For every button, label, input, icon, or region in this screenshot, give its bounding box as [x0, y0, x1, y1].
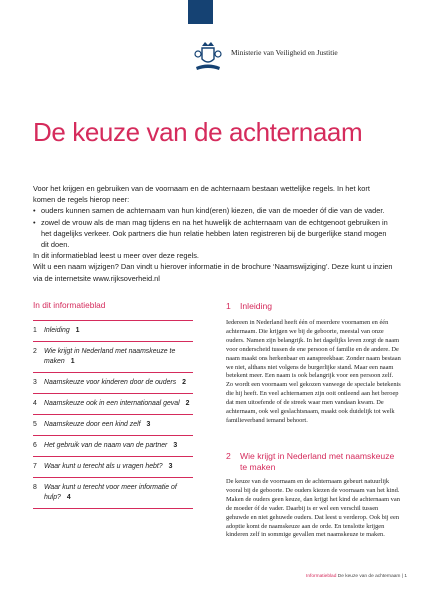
toc-item-page: 3 [173, 442, 178, 449]
section-body: Iedereen in Nederland heeft één of meerdere voornamen en één achternaam. Die krijgen we bij de geboorte, meestal van onze ouders. Namen zijn belangrijk. In het dagelijks leven zorgt de naam voor onderscheid tussen de ene persoon of familie en de andere. De naam maakt ons herkenbaar en aanspreekbaar. Zonder naam bestaan we niet, althans niet volgens de burgerlijke stand. Maar een naam betekent meer. Een naam is ook belangrijk voor een persoon zelf. Zo wordt een voornaam wel gekozen vanwege de speciale betekenis die hij heeft. En veel achternamen zijn ooit ontleend aan het beroep dat men uitoefende of de streek waar men vandaan kwam. De achternaam, ook wel geslachtsnaam, maakt ook duidelijk tot welk familieverband iemand behoort. [226, 319, 401, 424]
toc-item[interactable] [33, 415, 193, 436]
section-title: Inleiding [240, 301, 273, 311]
toc-item-page: 3 [146, 421, 151, 428]
toc-item-label: Waar kunt u terecht als u vragen hebt? 3 [44, 463, 173, 470]
intro-bullet: • ouders kunnen samen de achternaam van hun kind(eren) kiezen, die van de moeder óf die van de vader. [33, 205, 393, 216]
toc-item[interactable] [33, 373, 193, 394]
intro-paragraph: Voor het krijgen en gebruiken van de voornaam en de achternaam bestaan wettelijke regels. In het kort komen de regels hierop neer: [33, 184, 370, 205]
toc-item-page: 2 [185, 400, 190, 407]
toc-item-page: 4 [66, 494, 71, 501]
toc-item[interactable] [33, 321, 193, 342]
intro-paragraph: In dit informatieblad leest u meer over deze regels. [33, 251, 199, 261]
section-body: De keuze van de voornaam en de achternaam gebeurt natuurlijk vooral bij de geboorte. De ouders kiezen de voornaam van het kind. Maken de ouders geen keuze, dan krijgt het kind de achternaam van de moeder óf de vader. Daarbij is er wel een verschil tussen gehuwde en niet gehuwde ouders. Dat leest u verderop. Ook bij een adoptie komt de naamskeuze aan de orde. En tenslotte krijgen kinderen zelf in sommige gevallen met naamskeuze te maken. [226, 478, 400, 539]
toc-item[interactable] [33, 436, 193, 457]
toc-item-label: Het gebruik van de naam van de partner 3 [44, 442, 178, 449]
section-inleiding [226, 301, 401, 426]
toc-item-label: Inleiding 1 [44, 327, 80, 334]
toc-item-number: 6 [33, 442, 37, 449]
intro-text [33, 183, 393, 284]
section-heading [226, 301, 401, 312]
toc-item-number: 2 [33, 348, 37, 355]
toc-item-page: 1 [70, 358, 75, 365]
toc-item-page: 3 [168, 463, 173, 470]
ministry-name: Ministerie van Veiligheid en Justitie [231, 48, 338, 57]
intro-paragraph: Wilt u een naam wijzigen? Dan vindt u hierover informatie in de brochure ‘Naamswijziging’. Deze kunt u inzien via de internetsite www.rijksoverheid.nl [33, 262, 393, 283]
toc-item-label: Waar kunt u terecht voor meer informatie of hulp? 4 [44, 484, 177, 501]
toc-item[interactable] [33, 394, 193, 415]
logo-ribbon [188, 0, 213, 24]
toc-item-page: 2 [182, 379, 186, 386]
footer-page-number: 1 [404, 574, 408, 579]
toc-heading: In dit informatieblad [33, 299, 193, 321]
toc-item-label: Wie krijgt in Nederland met naamskeuze te maken 1 [44, 348, 176, 365]
coat-of-arms-icon [193, 40, 223, 72]
intro-bullet-list [33, 205, 393, 250]
toc-item-number: 4 [33, 400, 37, 407]
toc-item-number: 7 [33, 463, 37, 470]
toc-item-number: 5 [33, 421, 37, 428]
toc-item-number: 3 [33, 379, 37, 386]
page-title: De keuze van de achternaam [33, 117, 363, 147]
section-heading [226, 451, 401, 473]
footer-label: Informatieblad [306, 574, 337, 579]
toc-item[interactable] [33, 478, 193, 509]
footer-doc-title: De keuze van de achternaam [337, 574, 401, 579]
table-of-contents [33, 299, 193, 509]
footer-separator: | [401, 574, 404, 579]
intro-bullet: • zowel de vrouw als de man mag tijdens en na het huwelijk de achternaam van de echtgenoot gebruiken in het dagelijks verkeer. Ook partners die hun relatie hebben laten registreren bij de burgerlijke stand mogen dit doen. [33, 217, 393, 251]
section-number: 1 [226, 301, 231, 311]
toc-item-label: Naamskeuze ook in een internationaal geval 2 [44, 400, 190, 407]
toc-item-page: 1 [75, 327, 80, 334]
toc-item[interactable] [33, 457, 193, 478]
section-wie-krijgt [226, 451, 401, 540]
toc-item[interactable] [33, 342, 193, 373]
toc-item-number: 8 [33, 484, 37, 491]
section-title: Wie krijgt in Nederland met naamskeuze te maken [240, 451, 395, 472]
section-number: 2 [226, 451, 231, 461]
page-footer [306, 574, 407, 579]
toc-item-label: Naamskeuze door een kind zelf 3 [44, 421, 151, 428]
toc-item-number: 1 [33, 327, 37, 334]
toc-item-label: Naamskeuze voor kinderen door de ouders 2 [44, 379, 186, 386]
